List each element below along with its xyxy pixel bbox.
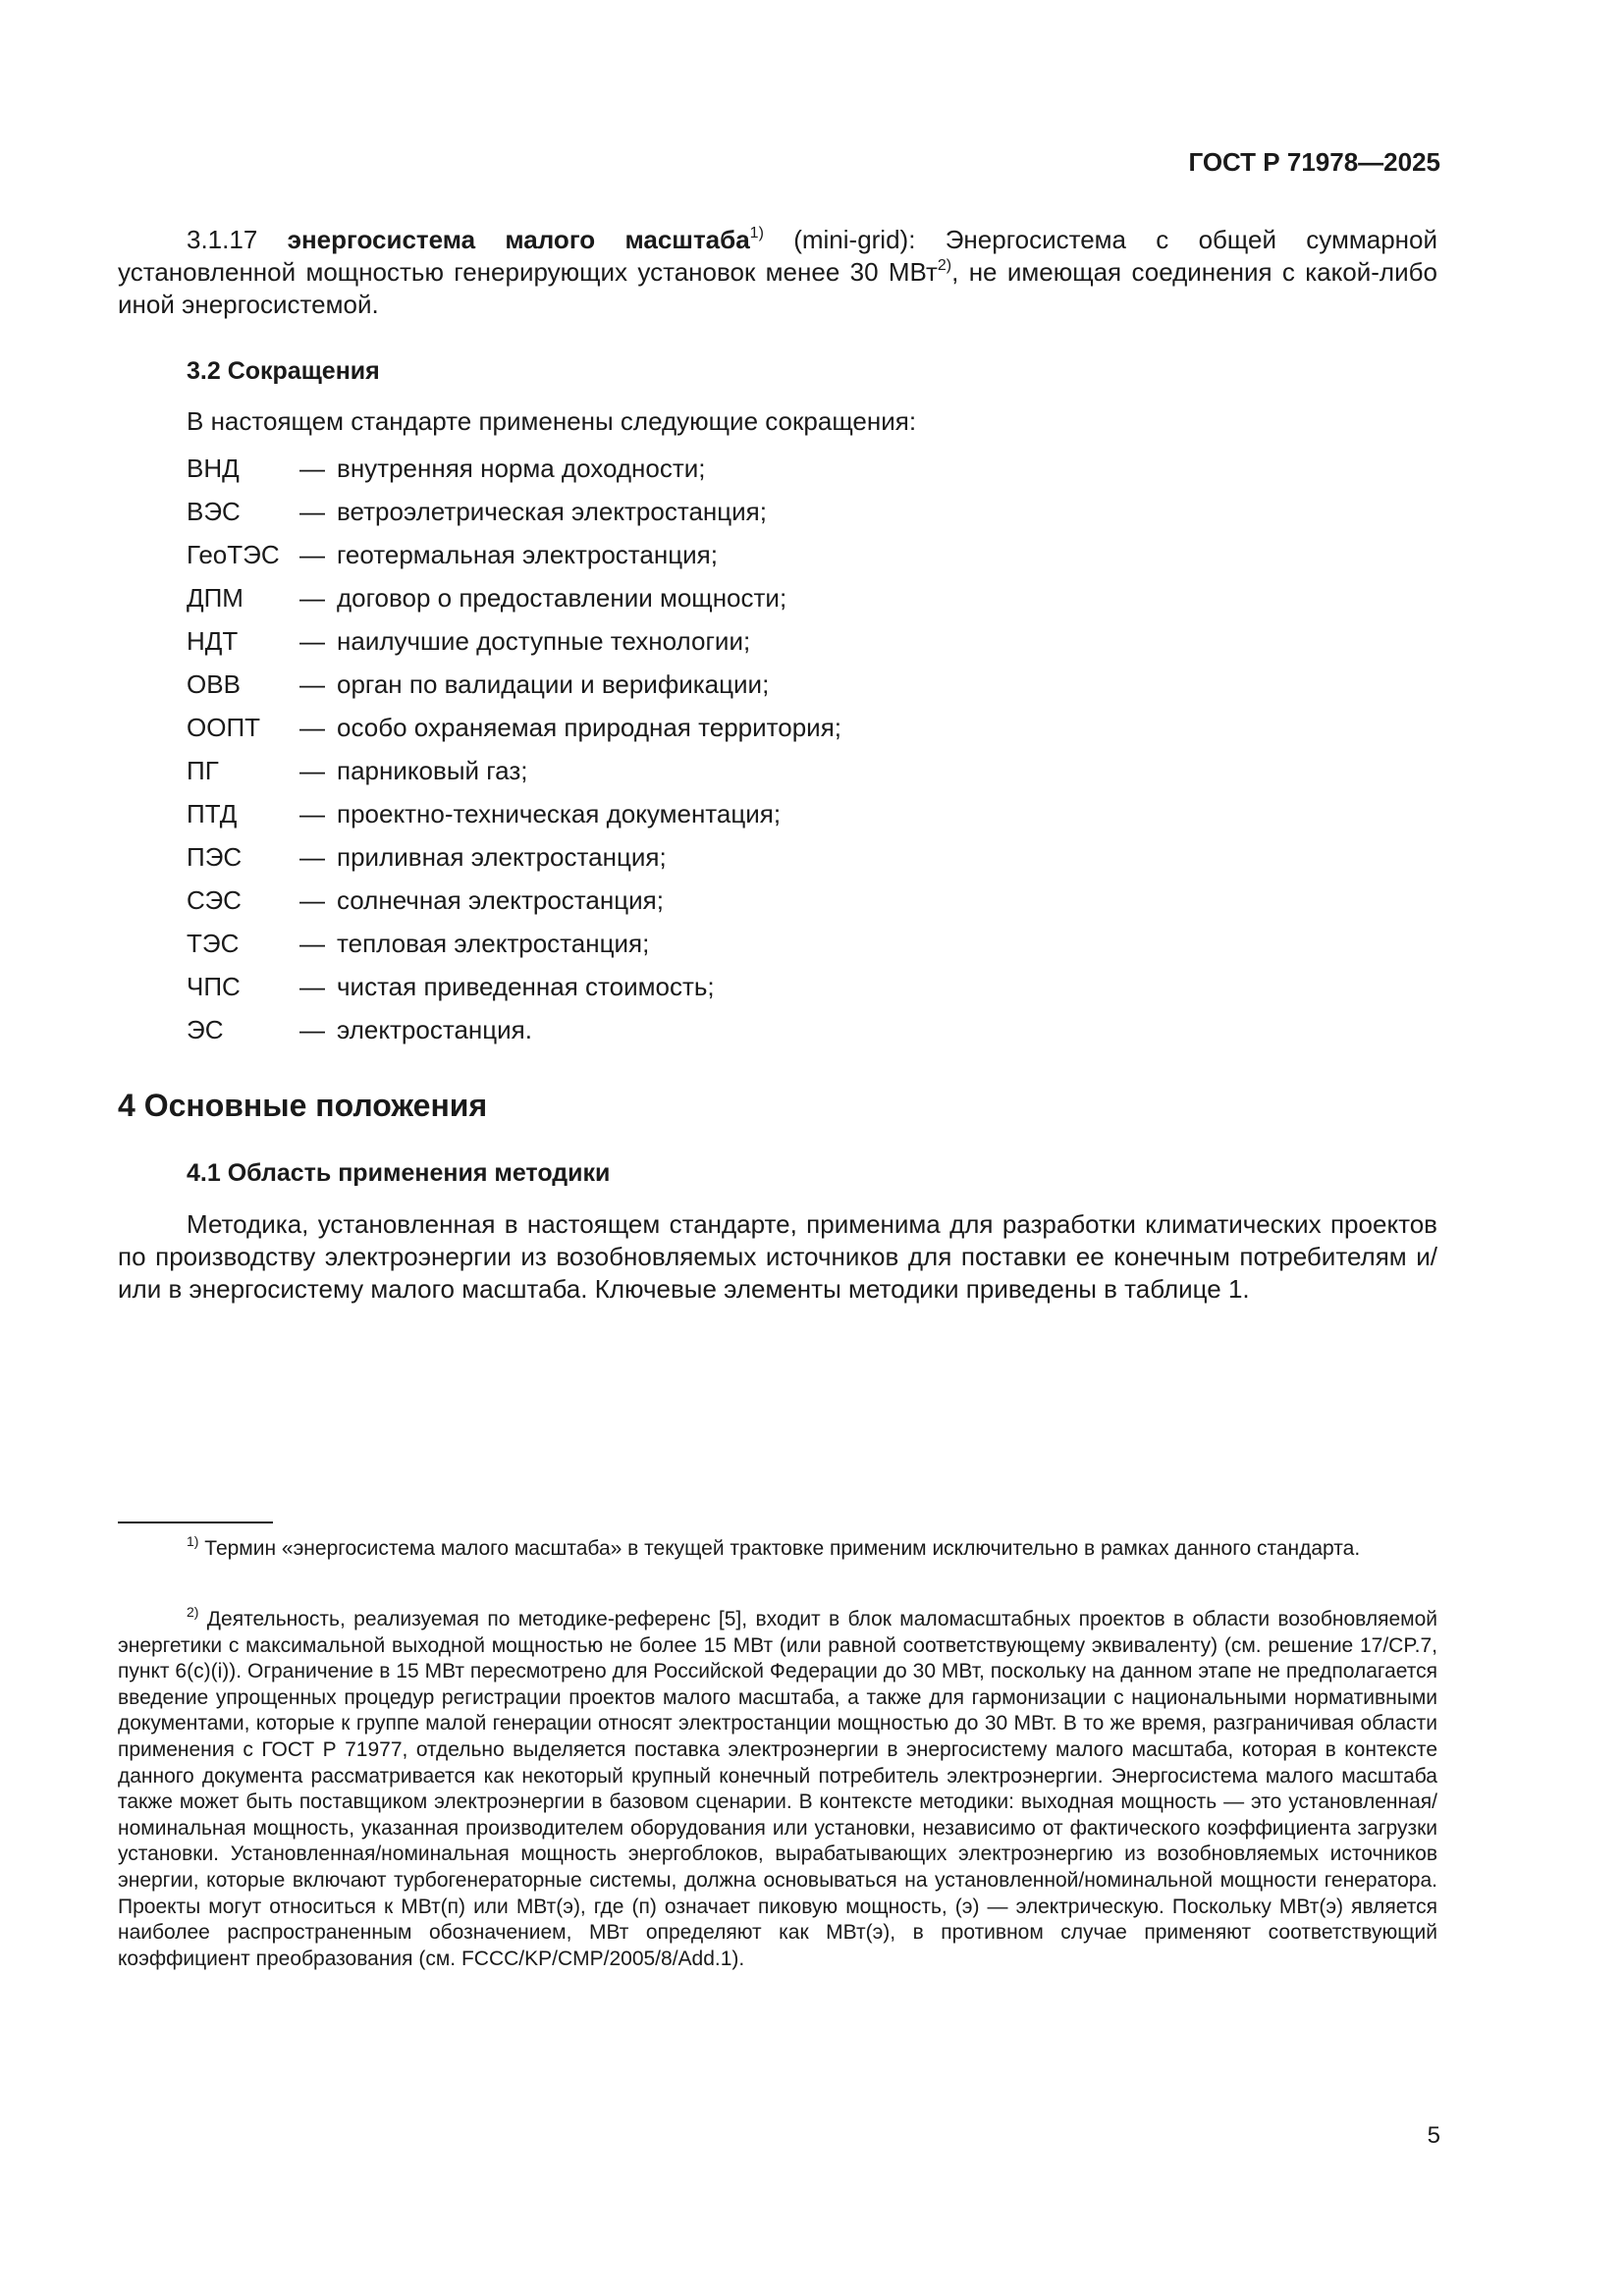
footnote xyxy=(118,1604,1437,1972)
abbreviation-definition: проектно-техническая документация; xyxy=(337,798,782,828)
dash: — xyxy=(299,582,325,613)
abbreviation: ВЭС xyxy=(187,496,241,526)
abbreviation: ПГ xyxy=(187,755,219,785)
dash: — xyxy=(299,625,325,656)
dash: — xyxy=(299,453,325,483)
abbreviation-row xyxy=(187,965,841,1008)
section-heading: 4.1 Область применения методики xyxy=(187,1159,611,1187)
term-text-end: , не имеющая соединения с какой-либо иной энергосистемой. xyxy=(118,257,1437,319)
dash: — xyxy=(299,668,325,699)
footnote-ref: 1) xyxy=(749,225,764,241)
chapter-heading: 4 Основные положения xyxy=(118,1088,488,1123)
term-english: (mini-grid): xyxy=(793,225,916,254)
abbreviation-definition: парниковый газ; xyxy=(337,755,528,785)
abbreviation-definition: электростанция. xyxy=(337,1014,532,1044)
footnote-text: Деятельность, реализуемая по методике-референс [5], входит в блок маломасштабных проектов в области возобновляемой энергетики с максимальной выходной мощностью не более 15 МВт (или равной соответствующему эквиваленту) (см. решение 17/CP.7, пункт 6(c)(i)). Ограничение в 15 МВт пересмотрено для Российской Федерации до 30 МВт, поскольку на данном этапе не предполагается введение упрощенных процедур регистрации проектов малого масштаба, а также для гармонизации с национальными нормативными документами, которые к группе малой генерации относят электростанции мощностью до 30 МВт. В то же время, разграничивая области применения с ГОСТ Р 71977, отдельно выделяется поставка электроэнергии в энергосистему малого масштаба, которая в контексте данного документа рассматривается как некоторый крупный конечный потребитель электроэнергии. Энергосистема малого масштаба также может быть поставщиком электроэнергии в базовом сценарии. В контексте методики: выходная мощность — это установленная/номинальная мощность, указанная производителем оборудования или установки, независимо от фактического коэффициента загрузки установки. Установленная/номинальная мощность энергоблоков, вырабатывающих электроэнергию из возобновляемых источников энергии, которые включают турбогенераторные системы, должна основываться на установленной/номинальной мощности генератора. Проекты могут относиться к МВт(п) или МВт(э), где (п) означает пиковую мощность, (э) — электрическую. Поскольку МВт(э) является наиболее распространенным обозначением, МВт определяют как МВт(э), в противном случае применяют соответствующий коэффициент преобразования (см. FCCC/KP/CMP/2005/8/Add.1). xyxy=(118,1608,1437,1970)
abbreviation-definition: ветроэлетрическая электростанция; xyxy=(337,496,767,526)
abbreviation-row xyxy=(187,1008,841,1051)
abbreviation-row xyxy=(187,706,841,749)
dash: — xyxy=(299,971,325,1001)
abbreviations-intro: В настоящем стандарте применены следующие сокращения: xyxy=(187,406,917,436)
abbreviation-row xyxy=(187,749,841,792)
dash: — xyxy=(299,841,325,872)
footnote xyxy=(118,1533,1437,1563)
abbreviation: СЭС xyxy=(187,884,242,915)
dash: — xyxy=(299,755,325,785)
abbreviation: ГеоТЭС xyxy=(187,539,280,569)
abbreviation-definition: приливная электростанция; xyxy=(337,841,667,872)
abbreviation: ОВВ xyxy=(187,668,241,699)
dash: — xyxy=(299,496,325,526)
dash: — xyxy=(299,928,325,958)
section-heading: 3.2 Сокращения xyxy=(187,357,380,385)
abbreviation-definition: орган по валидации и верификации; xyxy=(337,668,770,699)
abbreviation-row xyxy=(187,922,841,965)
abbreviation: ДПМ xyxy=(187,582,244,613)
term-text: Энергосистема с общей суммарной установленной мощностью генерирующих установок менее 30 МВт xyxy=(118,225,1438,287)
standard-designation: ГОСТ Р 71978—2025 xyxy=(1188,147,1440,177)
abbreviation: ВНД xyxy=(187,453,240,483)
abbreviation: ЧПС xyxy=(187,971,241,1001)
abbreviation-definition: чистая приведенная стоимость; xyxy=(337,971,715,1001)
term-name: энергосистема малого масштаба xyxy=(287,225,750,254)
abbreviation: ТЭС xyxy=(187,928,240,958)
abbreviation: ЭС xyxy=(187,1014,224,1044)
dash: — xyxy=(299,798,325,828)
abbreviation: ПТД xyxy=(187,798,238,828)
abbreviation: ПЭС xyxy=(187,841,243,872)
footnote-separator xyxy=(118,1522,273,1523)
abbreviation: НДТ xyxy=(187,625,239,656)
abbreviation-row xyxy=(187,879,841,922)
footnote-mark: 1) xyxy=(187,1533,199,1549)
footnote-ref: 2) xyxy=(937,257,952,274)
abbreviation-definition: особо охраняемая природная территория; xyxy=(337,712,841,742)
footnote-text: Термин «энергосистема малого масштаба» в текущей трактовке применим исключительно в рамках данного стандарта. xyxy=(204,1537,1361,1560)
dash: — xyxy=(299,1014,325,1044)
abbreviation-definition: тепловая электростанция; xyxy=(337,928,650,958)
abbreviation: ООПТ xyxy=(187,712,261,742)
dash: — xyxy=(299,712,325,742)
abbreviation-definition: геотермальная электростанция; xyxy=(337,539,718,569)
abbreviation-definition: внутренняя норма доходности; xyxy=(337,453,706,483)
abbreviation-row xyxy=(187,533,841,576)
page-number: 5 xyxy=(1427,2122,1440,2149)
abbreviation-definition: солнечная электростанция; xyxy=(337,884,664,915)
footnote-mark: 2) xyxy=(187,1604,199,1620)
abbreviation-definition: договор о предоставлении мощности; xyxy=(337,582,787,613)
abbreviation-row xyxy=(187,490,841,533)
paragraph: Методика, установленная в настоящем стандарте, применима для разработки климатических проектов по производству электроэнергии из возобновляемых источников для поставки ее конечным потребителям и/или в энергосистему малого масштаба. Ключевые элементы методики приведены в таблице 1. xyxy=(118,1209,1437,1304)
abbreviation-row xyxy=(187,663,841,706)
dash: — xyxy=(299,884,325,915)
abbreviation-row xyxy=(187,576,841,619)
abbreviation-definition: наилучшие доступные технологии; xyxy=(337,625,751,656)
term-number: 3.1.17 xyxy=(187,225,258,254)
abbreviation-row xyxy=(187,447,841,490)
abbreviation-row xyxy=(187,792,841,835)
term-definition xyxy=(118,224,1437,321)
abbreviation-row xyxy=(187,835,841,879)
abbreviation-row xyxy=(187,619,841,663)
abbreviations-list xyxy=(187,447,841,1051)
dash: — xyxy=(299,539,325,569)
